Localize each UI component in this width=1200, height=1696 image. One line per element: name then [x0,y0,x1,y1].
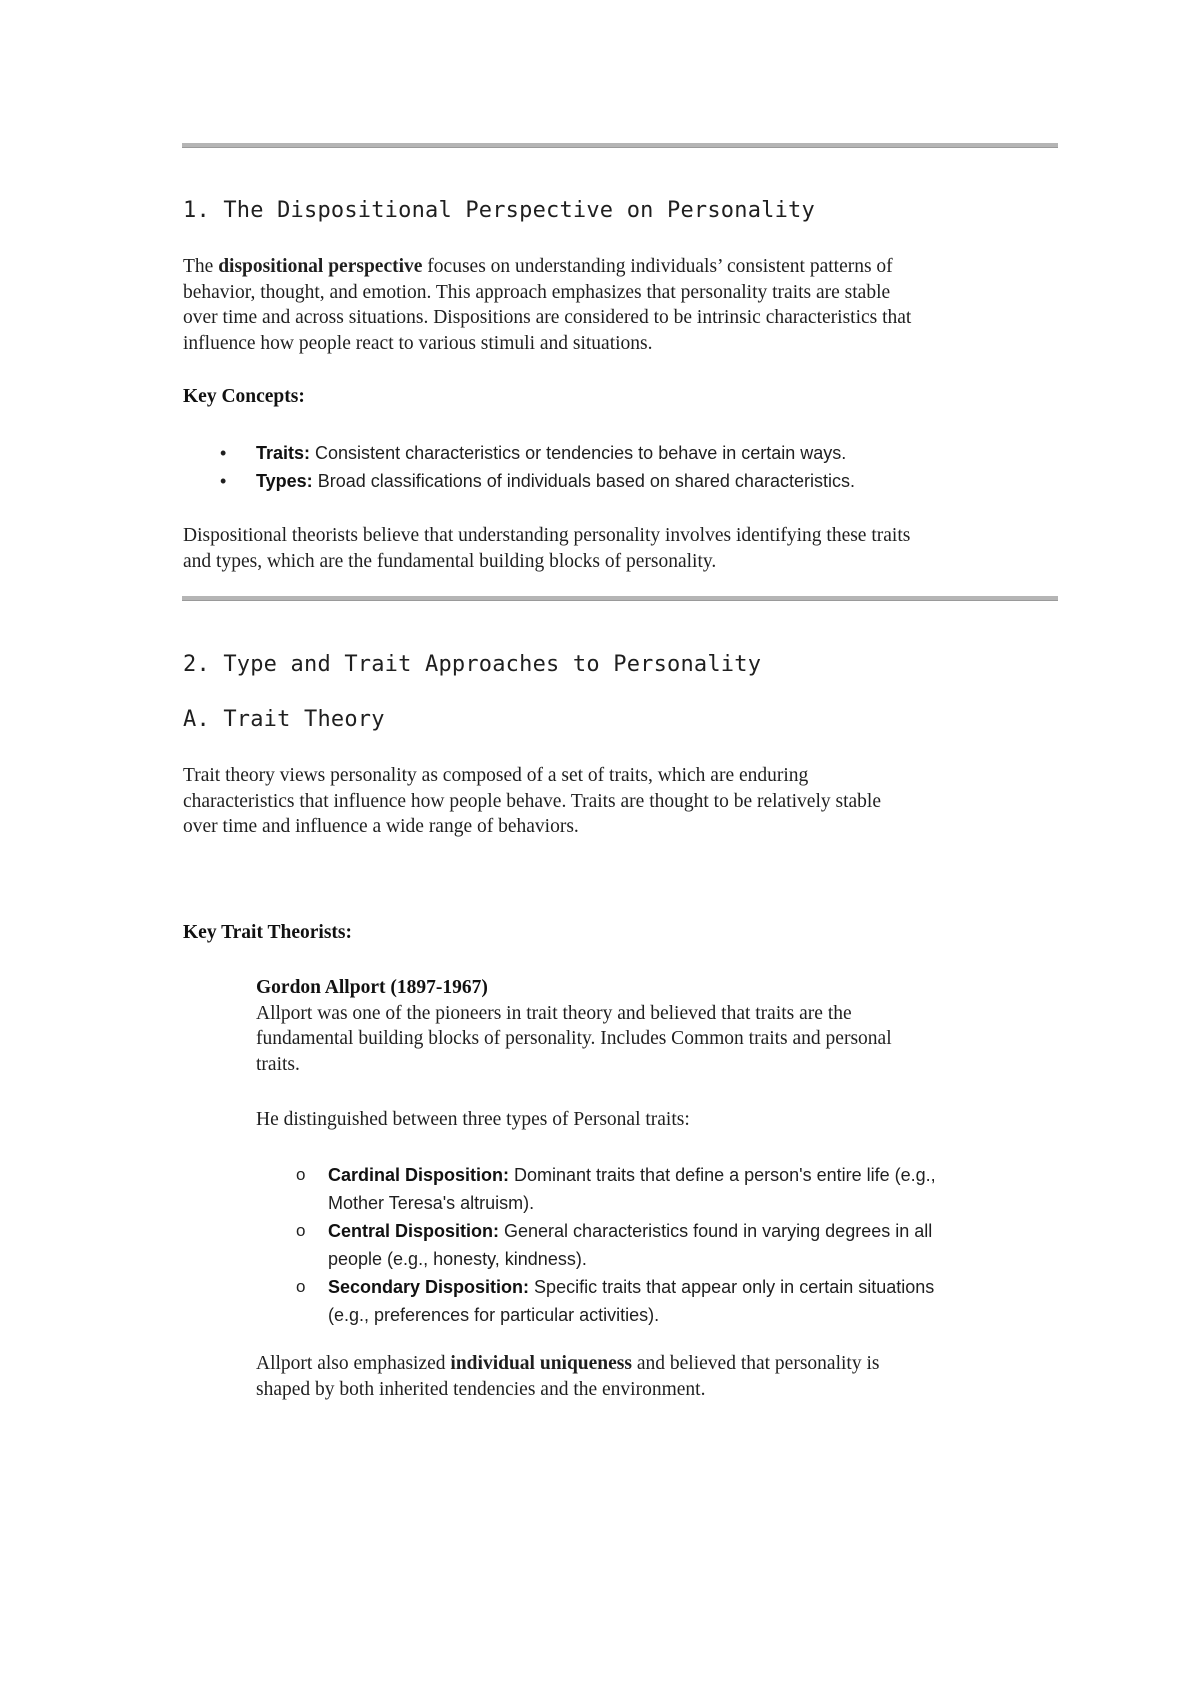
text-run: focuses on understanding individuals’ consistent patterns of [422,256,893,277]
text-line: Trait theory views personality as composed of a set of traits, which are enduring [183,765,809,786]
horizontal-rule [182,596,1058,601]
text-line: behavior, thought, and emotion. This approach emphasizes that personality traits are stable [183,281,891,303]
section-1-closing [183,523,910,574]
key-concepts-list [220,439,855,495]
text-line: characteristics that influence how people behave. Traits are thought to be relatively stable [183,790,881,812]
text-run: The [183,256,219,277]
text-run: Allport also emphasized [256,1353,451,1374]
disposition-desc-cont: people (e.g., honesty, kindness). [328,1249,587,1269]
bold-term: individual uniqueness [450,1353,632,1374]
allport-block [256,975,892,1077]
text-line: over time and across situations. Dispositions are considered to be intrinsic characteristics that [183,307,912,328]
concept-desc: Consistent characteristics or tendencies to behave in certain ways. [310,443,847,463]
list-item [296,1217,936,1245]
section-2-heading: 2. Type and Trait Approaches to Personality [183,652,762,677]
list-item [220,467,855,495]
text-line: Dispositional theorists believe that understanding personality involves identifying these traits [183,525,911,546]
text-line: shaped by both inherited tendencies and the environment. [256,1378,706,1400]
list-item [220,439,855,467]
bold-term: dispositional perspective [218,256,423,277]
bullet-icon: • [220,443,227,463]
text-line: fundamental building blocks of personality. Includes Common traits and personal [256,1028,892,1049]
section-2-subheading: A. Trait Theory [183,707,385,732]
types-intro: He distinguished between three types of Personal traits: [256,1109,690,1130]
text-line: over time and influence a wide range of behaviors. [183,816,579,837]
disposition-desc: General characteristics found in varying degrees in all [499,1221,933,1241]
trait-theory-intro [183,763,881,840]
list-item [296,1161,936,1189]
list-item [296,1273,936,1301]
disposition-desc: Dominant traits that define a person's entire life (e.g., [509,1165,936,1185]
disposition-term: Central Disposition: [328,1221,500,1241]
bullet-icon: o [296,1277,306,1296]
text-run: and believed that personality is [631,1353,880,1374]
bullet-icon: o [296,1221,306,1240]
key-theorists-label: Key Trait Theorists: [183,922,352,943]
disposition-term: Secondary Disposition: [328,1277,530,1297]
section-1-intro [183,254,911,356]
disposition-list [296,1161,936,1329]
text-line: and types, which are the fundamental building blocks of personality. [183,550,717,572]
text-line: influence how people react to various stimuli and situations. [183,332,653,354]
key-concepts-label: Key Concepts: [183,386,305,407]
concept-desc: Broad classifications of individuals based on shared characteristics. [312,471,855,491]
disposition-desc-cont: Mother Teresa's altruism). [328,1193,535,1213]
allport-closing [256,1351,879,1402]
theorist-name: Gordon Allport (1897-1967) [256,977,488,998]
disposition-desc: Specific traits that appear only in certain situations [529,1277,935,1297]
text-line: Allport was one of the pioneers in trait theory and believed that traits are the [256,1002,852,1024]
concept-term: Traits: [256,443,311,463]
section-1-heading: 1. The Dispositional Perspective on Personality [183,198,815,223]
disposition-desc-cont: (e.g., preferences for particular activities). [328,1305,660,1325]
disposition-term: Cardinal Disposition: [328,1165,510,1185]
bullet-icon: o [296,1165,306,1184]
text-line: traits. [256,1053,300,1075]
bullet-icon: • [220,471,227,491]
concept-term: Types: [256,471,313,491]
horizontal-rule [182,143,1058,148]
